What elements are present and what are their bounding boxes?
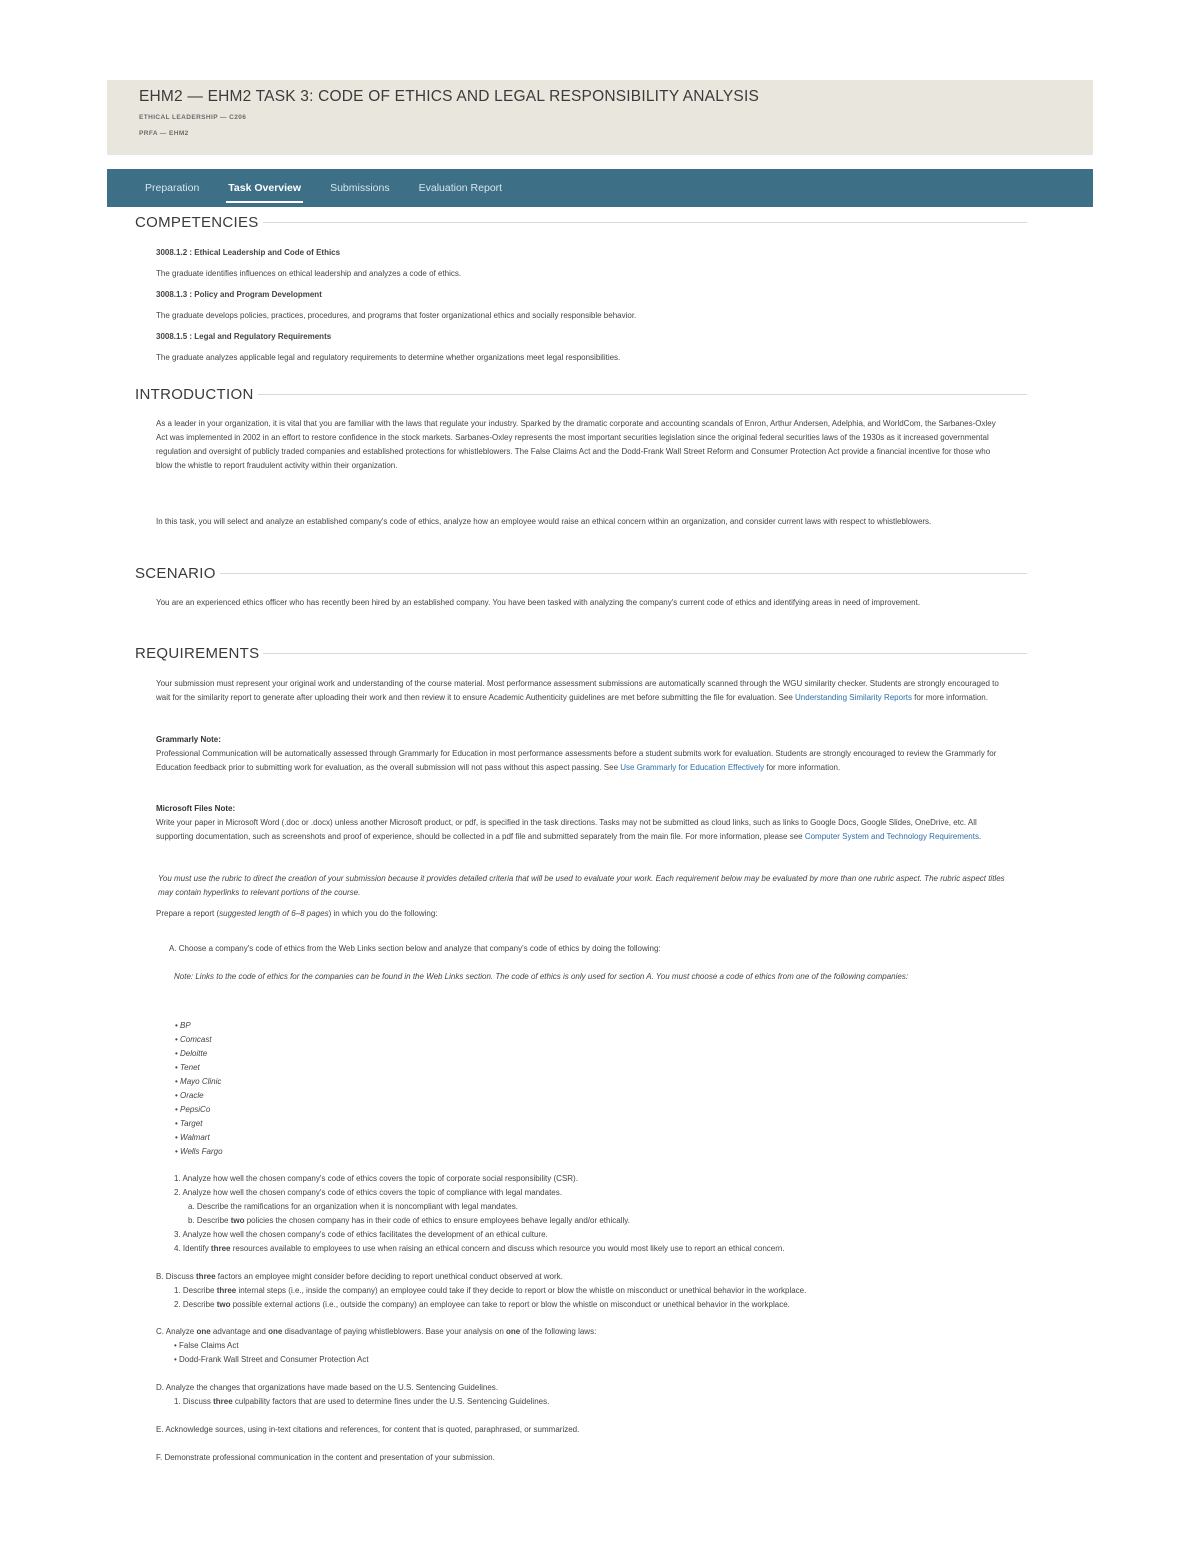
list-item	[174, 1395, 1014, 1409]
item-text: b. Describe	[188, 1216, 231, 1225]
grammarly-note	[156, 733, 1006, 775]
requirement-a-note: Note: Links to the code of ethics for the companies can be found in the Web Links section. The code of ethics is only used for section A. You must choose a code of ethics from one of the following companies:	[174, 972, 909, 981]
list-item: • False Claims Act	[174, 1339, 1014, 1353]
competency-desc: The graduate develops policies, practices, procedures, and programs that foster organizational ethics and socially responsible behavior.	[156, 311, 637, 320]
list-item: • Mayo Clinic	[175, 1075, 375, 1089]
similarity-reports-link[interactable]: Understanding Similarity Reports	[795, 693, 912, 702]
item-emphasis: three	[210, 1244, 231, 1253]
microsoft-files-text-end: .	[978, 832, 982, 841]
list-item	[174, 1298, 1014, 1312]
competencies-heading	[135, 214, 1027, 231]
requirement-e: E. Acknowledge sources, using in-text citations and references, for content that is quoted, paraphrased, or summarized.	[156, 1425, 580, 1434]
list-item: • Wells Fargo	[175, 1145, 375, 1159]
rubric-note: You must use the rubric to direct the creation of your submission because it provides detailed criteria that will be used to evaluate your work. Each requirement below may be evaluated by more than one rubric aspect. The rubric aspect titles may contain hyperlinks to relevant portions of the course.	[158, 874, 1005, 897]
requirements-heading	[135, 645, 1027, 662]
requirement-b	[156, 1270, 1006, 1284]
item-text: possible external actions (i.e., outside the company) an employee can take to report or blow the whistle on misconduct or unethical behavior in the workplace.	[230, 1300, 790, 1309]
grammarly-text-end: for more information.	[764, 763, 841, 772]
prepare-instruction	[156, 907, 1006, 921]
introduction-heading	[135, 386, 1027, 403]
list-item	[174, 1214, 1014, 1228]
scenario-heading-text: SCENARIO	[135, 565, 216, 582]
grammarly-text: Professional Communication will be automatically assessed through Grammarly for Education in most performance assessments before a student submits work for evaluation. Students are strongly encouraged to review the Grammarly for Education feedback prior to submitting work for evaluation, as the overall submission will not pass without this aspect passing. See	[156, 749, 997, 772]
list-item: 1. Analyze how well the chosen company's code of ethics covers the topic of corporate social responsibility (CSR).	[174, 1174, 578, 1183]
competency-desc: The graduate identifies influences on ethical leadership and analyzes a code of ethics.	[156, 269, 462, 278]
competency-desc: The graduate analyzes applicable legal and regulatory requirements to determine whether organizations meet legal responsibilities.	[156, 353, 621, 362]
list-item: • Walmart	[175, 1131, 375, 1145]
list-item: 3. Analyze how well the chosen company's code of ethics facilitates the development of an ethical culture.	[174, 1230, 548, 1239]
company-list	[175, 1019, 375, 1159]
list-item: a. Describe the ramifications for an organization when it is noncompliant with legal mandates.	[188, 1202, 518, 1211]
competency-code: 3008.1.3 :	[156, 290, 193, 299]
competency-1	[156, 246, 1006, 260]
microsoft-files-label: Microsoft Files Note:	[156, 804, 236, 813]
requirement-a: A. Choose a company's code of ethics from the Web Links section below and analyze that company's code of ethics by doing the following:	[169, 944, 661, 953]
competency-title: Ethical Leadership and Code of Ethics	[194, 248, 341, 257]
list-item: • Tenet	[175, 1061, 375, 1075]
assessment-code: PRFA — EHM2	[139, 130, 189, 137]
introduction-paragraph-1: As a leader in your organization, it is vital that you are familiar with the laws that regulate your industry. Sparked by the dramatic corporate and accounting scandals of Enron, Arthur Andersen, Adelphia, and WorldCom, the Sarbanes-Oxley Act was implemented in 2002 in an effort to restore confidence in the stock markets. Sarbanes-Oxley represents the most important securities legislation since the original federal securities laws of the 1930s as it increased governmental regulation and oversight of publicly traded companies and established protections for whistleblowers. The False Claims Act and the Dodd-Frank Wall Street Reform and Consumer Protection Act provide a financial incentive for those who blow the whistle to report fraudulent activity within their organization.	[156, 419, 996, 470]
list-item: • Oracle	[175, 1089, 375, 1103]
course-name: ETHICAL LEADERSHIP — C206	[139, 114, 247, 121]
item-text: of the following laws:	[520, 1327, 597, 1336]
competency-code: 3008.1.2 :	[156, 248, 193, 257]
item-emphasis: one	[506, 1327, 521, 1336]
item-text: internal steps (i.e., inside the company) an employee could take if they decide to report or blow the whistle on misconduct or unethical behavior in the workplace.	[236, 1286, 807, 1295]
competency-2	[156, 288, 1006, 302]
item-emphasis: three	[216, 1286, 237, 1295]
item-text: 2. Describe	[174, 1300, 217, 1309]
task-nav	[107, 169, 1093, 207]
item-text: resources available to employees to use when raising an ethical concern and discuss which resource you would most likely use to report an ethical concern.	[230, 1244, 785, 1253]
item-emphasis: two	[230, 1216, 245, 1225]
item-text: advantage and	[210, 1327, 269, 1336]
introduction-heading-text: INTRODUCTION	[135, 386, 254, 403]
item-text: C. Analyze	[156, 1327, 197, 1336]
requirement-c	[156, 1325, 1006, 1339]
tech-requirements-link[interactable]: Computer System and Technology Requirements	[804, 832, 979, 841]
item-text: 1. Describe	[174, 1286, 217, 1295]
item-text: factors an employee might consider before deciding to report unethical conduct observed at work.	[215, 1272, 563, 1281]
item-text: disadvantage of paying whistleblowers. Base your analysis on	[282, 1327, 507, 1336]
prepare-text: Prepare a report (	[156, 909, 220, 918]
scenario-paragraph: You are an experienced ethics officer who has recently been hired by an established company. You have been tasked with analyzing the company's current code of ethics and identifying areas in need of improvement.	[156, 598, 921, 607]
grammarly-label: Grammarly Note:	[156, 735, 221, 744]
item-text: culpability factors that are used to determine fines under the U.S. Sentencing Guidelines.	[232, 1397, 550, 1406]
competency-code: 3008.1.5 :	[156, 332, 193, 341]
item-emphasis: three	[196, 1272, 216, 1281]
requirement-d-steps	[174, 1395, 1014, 1409]
microsoft-files-text: Write your paper in Microsoft Word (.doc or .docx) unless another Microsoft product, or pdf, is specified in the task directions. Tasks may not be submitted as cloud links, such as links to Google Docs, Google Slides, OneDrive, etc. All supporting documentation, such as screenshots and proof of experience, should be collected in a pdf file and submitted separately from the main file. For more information, please see	[156, 818, 977, 841]
introduction-paragraph-2: In this task, you will select and analyze an established company's code of ethics, analyze how an employee would raise an ethical concern within an organization, and consider current laws with respect to whistleblowers.	[156, 517, 932, 526]
item-text: 4. Identify	[174, 1244, 211, 1253]
microsoft-files-note	[156, 802, 1006, 844]
list-item	[174, 1284, 1014, 1298]
list-item: • Dodd-Frank Wall Street and Consumer Protection Act	[174, 1353, 1014, 1367]
originality-paragraph	[156, 677, 1006, 705]
list-item: 2. Analyze how well the chosen company's code of ethics covers the topic of compliance with legal mandates.	[174, 1188, 562, 1197]
item-text: policies the chosen company has in their code of ethics to ensure employees behave legally and/or ethically.	[244, 1216, 630, 1225]
competency-title: Legal and Regulatory Requirements	[194, 332, 332, 341]
tab-preparation[interactable]: Preparation	[145, 182, 200, 194]
list-item: • Deloitte	[175, 1047, 375, 1061]
tab-submissions[interactable]: Submissions	[330, 182, 390, 194]
list-item: • Target	[175, 1117, 375, 1131]
requirement-f: F. Demonstrate professional communication in the content and presentation of your submission.	[156, 1453, 495, 1462]
tab-evaluation-report[interactable]: Evaluation Report	[418, 182, 503, 194]
tab-task-overview[interactable]: Task Overview	[218, 169, 311, 207]
list-item: • BP	[175, 1019, 375, 1033]
requirement-d: D. Analyze the changes that organizations have made based on the U.S. Sentencing Guidelines.	[156, 1383, 498, 1392]
requirement-b-steps	[174, 1284, 1014, 1312]
scenario-heading	[135, 565, 1027, 582]
requirements-heading-text: REQUIREMENTS	[135, 645, 260, 662]
page-title: EHM2 — EHM2 TASK 3: CODE OF ETHICS AND LEGAL RESPONSIBILITY ANALYSIS	[139, 88, 759, 105]
list-item	[174, 1242, 1014, 1256]
list-item: • PepsiCo	[175, 1103, 375, 1117]
competency-title: Policy and Program Development	[194, 290, 322, 299]
item-text: B. Discuss	[156, 1272, 197, 1281]
suggested-length: suggested length of 6–8 pages	[219, 909, 329, 918]
item-text: 1. Discuss	[174, 1397, 214, 1406]
originality-text-end: for more information.	[911, 693, 988, 702]
item-emphasis: three	[213, 1397, 233, 1406]
prepare-text-end: ) in which you do the following:	[328, 909, 438, 918]
item-emphasis: one	[268, 1327, 283, 1336]
item-emphasis: two	[216, 1300, 231, 1309]
item-emphasis: one	[196, 1327, 211, 1336]
grammarly-link[interactable]: Use Grammarly for Education Effectively	[620, 763, 765, 772]
requirement-a-steps	[174, 1172, 1014, 1256]
list-item: • Comcast	[175, 1033, 375, 1047]
competency-3	[156, 330, 1006, 344]
competencies-heading-text: COMPETENCIES	[135, 214, 259, 231]
course-header	[107, 80, 1093, 155]
laws-list	[174, 1339, 1014, 1367]
originality-text: Your submission must represent your original work and understanding of the course material. Most performance assessment submissions are automatically scanned through the WGU similarity checker. Students are strongly encouraged to wait for the similarity report to generate after uploading their work and then review it to ensure Academic Authenticity guidelines are met before submitting the file for evaluation. See	[156, 679, 999, 702]
